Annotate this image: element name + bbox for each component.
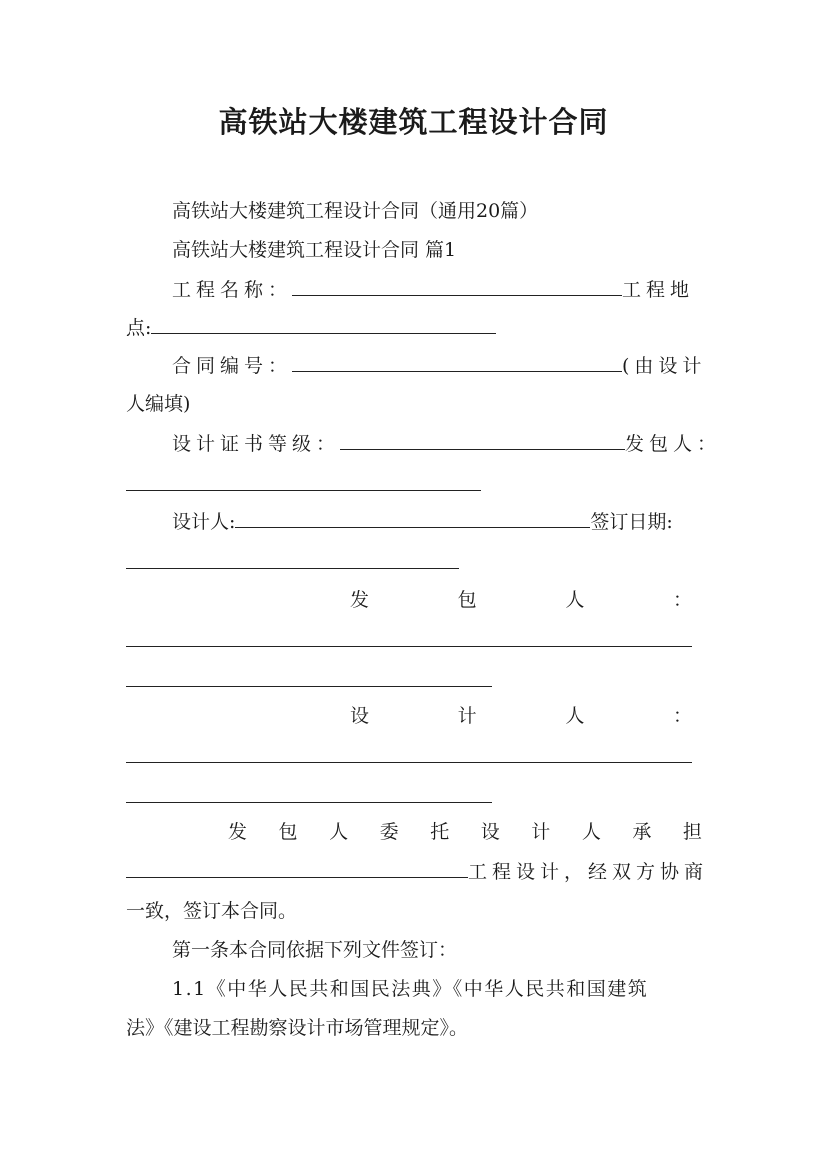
document-title: 高铁站大楼建筑工程设计合同 bbox=[218, 105, 609, 139]
project-name-label: 工程名称： bbox=[172, 279, 293, 301]
client-char: 包 bbox=[457, 589, 477, 611]
clause-1-1-line-2: 法》《建设工程勘察设计市场管理规定》。 bbox=[126, 1017, 469, 1039]
designer-signature-blank-1[interactable] bbox=[126, 762, 692, 763]
designer-char: ： bbox=[672, 705, 692, 727]
entrust-char: 设 bbox=[480, 821, 500, 843]
entrust-spaced-row bbox=[228, 818, 702, 846]
entrust-row-3: 一致，签订本合同。 bbox=[126, 900, 298, 922]
article-1-heading: 第一条本合同依据下列文件签订： bbox=[172, 939, 458, 961]
entrust-char: 人 bbox=[329, 821, 349, 843]
entrust-char: 委 bbox=[379, 821, 399, 843]
project-name-blank[interactable] bbox=[292, 277, 622, 296]
cert-blank[interactable] bbox=[340, 431, 625, 450]
entrust-tail: 工程设计，经双方协商 bbox=[468, 861, 709, 883]
entrust-char: 发 bbox=[228, 821, 248, 843]
designer-blank[interactable] bbox=[235, 509, 590, 528]
designer-row bbox=[172, 508, 702, 536]
contract-no-blank[interactable] bbox=[292, 353, 622, 372]
designer-label: 设计人: bbox=[172, 511, 236, 533]
sign-date-blank[interactable] bbox=[126, 568, 459, 569]
contract-no-label: 合同编号： bbox=[172, 355, 293, 377]
designer-signature-blank-2[interactable] bbox=[126, 802, 492, 803]
client-signature-blank-1[interactable] bbox=[126, 646, 692, 647]
project-location-blank[interactable] bbox=[151, 315, 496, 334]
entrust-char: 包 bbox=[278, 821, 298, 843]
project-name-row bbox=[172, 276, 702, 304]
contract-no-note: (由设计 bbox=[622, 355, 707, 377]
entrust-row-2 bbox=[126, 858, 709, 886]
entrust-char: 人 bbox=[581, 821, 601, 843]
project-location-label-cont: 点: bbox=[126, 317, 152, 339]
client-spaced-row bbox=[350, 586, 692, 614]
entrust-char: 计 bbox=[531, 821, 551, 843]
client-blank[interactable] bbox=[126, 490, 481, 491]
cert-row bbox=[172, 430, 722, 458]
client-label: 发包人： bbox=[625, 433, 722, 455]
project-design-blank[interactable] bbox=[126, 859, 468, 878]
designer-spaced-row bbox=[350, 702, 692, 730]
designer-char: 人 bbox=[565, 705, 585, 727]
subtitle: 高铁站大楼建筑工程设计合同（通用20篇） bbox=[172, 200, 539, 222]
entrust-char: 担 bbox=[682, 821, 702, 843]
client-char: ： bbox=[672, 589, 692, 611]
entrust-char: 托 bbox=[430, 821, 450, 843]
project-location-row bbox=[126, 314, 702, 342]
part-heading: 高铁站大楼建筑工程设计合同 篇1 bbox=[172, 239, 457, 261]
contract-no-note-row: 人编填) bbox=[126, 393, 191, 415]
client-char: 人 bbox=[565, 589, 585, 611]
contract-no-row bbox=[172, 352, 707, 380]
entrust-char: 承 bbox=[632, 821, 652, 843]
client-signature-blank-2[interactable] bbox=[126, 686, 492, 687]
client-char: 发 bbox=[350, 589, 370, 611]
project-location-label: 工程地 bbox=[622, 279, 695, 301]
designer-char: 设 bbox=[350, 705, 370, 727]
cert-label: 设计证书等级： bbox=[172, 433, 341, 455]
designer-char: 计 bbox=[457, 705, 477, 727]
clause-1-1-line-1: 1.1《中华人民共和国民法典》《中华人民共和国建筑 bbox=[172, 978, 649, 1000]
sign-date-label: 签订日期: bbox=[590, 511, 673, 533]
